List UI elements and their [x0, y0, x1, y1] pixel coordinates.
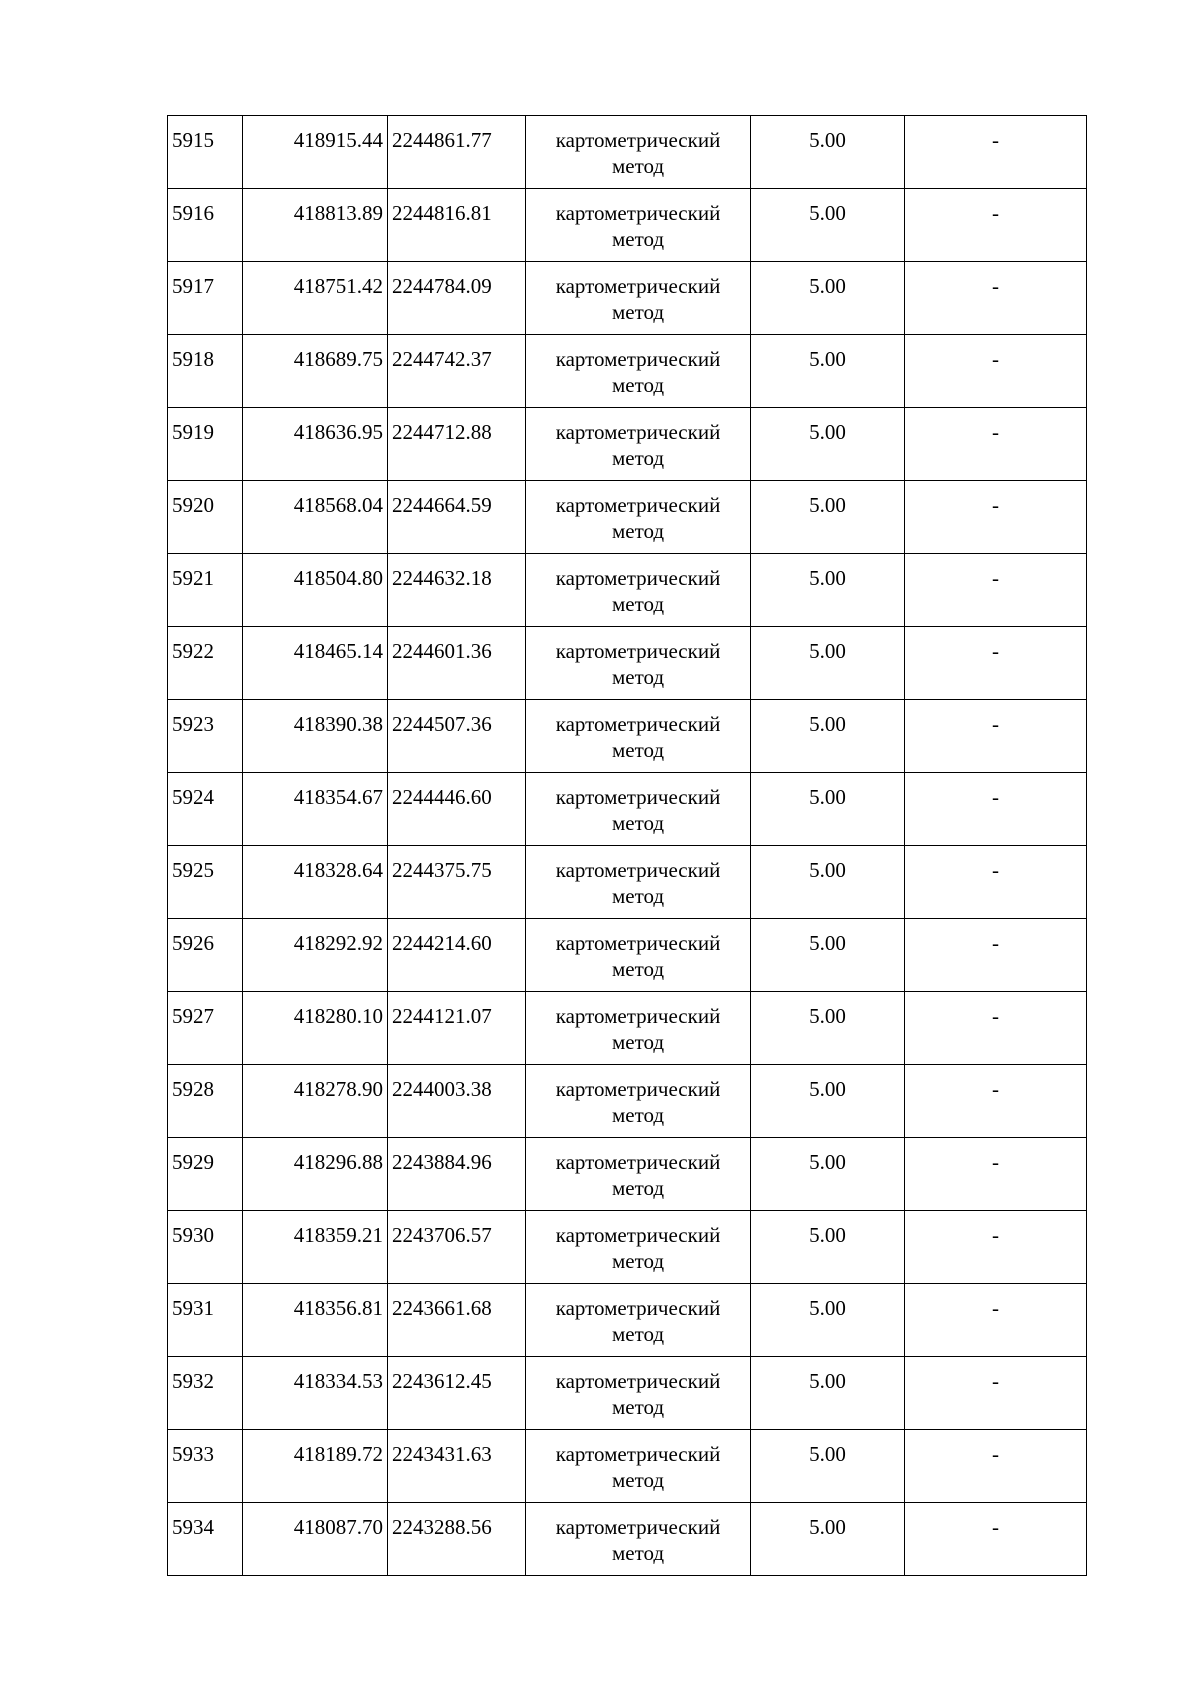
point-number-cell: 5922 [168, 627, 243, 700]
accuracy-cell: 5.00 [751, 262, 905, 335]
method-cell: картометрический метод [526, 1430, 751, 1503]
description-cell: - [905, 408, 1087, 481]
y-coordinate-cell: 2243431.63 [388, 1430, 526, 1503]
description-cell: - [905, 627, 1087, 700]
table-row [168, 919, 1087, 992]
y-coordinate-cell: 2244816.81 [388, 189, 526, 262]
y-coordinate-cell: 2244507.36 [388, 700, 526, 773]
accuracy-cell: 5.00 [751, 116, 905, 189]
accuracy-cell: 5.00 [751, 481, 905, 554]
point-number-cell: 5918 [168, 335, 243, 408]
x-coordinate-cell: 418636.95 [243, 408, 388, 481]
y-coordinate-cell: 2244742.37 [388, 335, 526, 408]
method-cell: картометрический метод [526, 554, 751, 627]
y-coordinate-cell: 2244375.75 [388, 846, 526, 919]
x-coordinate-cell: 418296.88 [243, 1138, 388, 1211]
table-row [168, 1430, 1087, 1503]
method-cell: картометрический метод [526, 1065, 751, 1138]
table-row [168, 1065, 1087, 1138]
x-coordinate-cell: 418751.42 [243, 262, 388, 335]
method-cell: картометрический метод [526, 1138, 751, 1211]
y-coordinate-cell: 2243706.57 [388, 1211, 526, 1284]
y-coordinate-cell: 2244214.60 [388, 919, 526, 992]
accuracy-cell: 5.00 [751, 919, 905, 992]
description-cell: - [905, 773, 1087, 846]
x-coordinate-cell: 418334.53 [243, 1357, 388, 1430]
table-row [168, 408, 1087, 481]
description-cell: - [905, 335, 1087, 408]
accuracy-cell: 5.00 [751, 408, 905, 481]
point-number-cell: 5926 [168, 919, 243, 992]
x-coordinate-cell: 418280.10 [243, 992, 388, 1065]
description-cell: - [905, 1138, 1087, 1211]
accuracy-cell: 5.00 [751, 189, 905, 262]
point-number-cell: 5924 [168, 773, 243, 846]
method-cell: картометрический метод [526, 700, 751, 773]
accuracy-cell: 5.00 [751, 1503, 905, 1576]
accuracy-cell: 5.00 [751, 554, 905, 627]
method-cell: картометрический метод [526, 335, 751, 408]
point-number-cell: 5933 [168, 1430, 243, 1503]
x-coordinate-cell: 418813.89 [243, 189, 388, 262]
coordinates-table [167, 115, 1087, 1576]
table-row [168, 992, 1087, 1065]
point-number-cell: 5930 [168, 1211, 243, 1284]
point-number-cell: 5928 [168, 1065, 243, 1138]
y-coordinate-cell: 2243884.96 [388, 1138, 526, 1211]
method-cell: картометрический метод [526, 773, 751, 846]
description-cell: - [905, 1357, 1087, 1430]
point-number-cell: 5920 [168, 481, 243, 554]
description-cell: - [905, 919, 1087, 992]
table-row [168, 1138, 1087, 1211]
y-coordinate-cell: 2244446.60 [388, 773, 526, 846]
y-coordinate-cell: 2244784.09 [388, 262, 526, 335]
description-cell: - [905, 1065, 1087, 1138]
point-number-cell: 5929 [168, 1138, 243, 1211]
accuracy-cell: 5.00 [751, 700, 905, 773]
x-coordinate-cell: 418359.21 [243, 1211, 388, 1284]
point-number-cell: 5916 [168, 189, 243, 262]
table-row [168, 627, 1087, 700]
x-coordinate-cell: 418328.64 [243, 846, 388, 919]
description-cell: - [905, 846, 1087, 919]
x-coordinate-cell: 418689.75 [243, 335, 388, 408]
x-coordinate-cell: 418915.44 [243, 116, 388, 189]
x-coordinate-cell: 418356.81 [243, 1284, 388, 1357]
table-row [168, 262, 1087, 335]
method-cell: картометрический метод [526, 1357, 751, 1430]
description-cell: - [905, 262, 1087, 335]
table-row [168, 700, 1087, 773]
point-number-cell: 5932 [168, 1357, 243, 1430]
accuracy-cell: 5.00 [751, 992, 905, 1065]
y-coordinate-cell: 2244601.36 [388, 627, 526, 700]
table-row [168, 846, 1087, 919]
table-row [168, 1284, 1087, 1357]
x-coordinate-cell: 418390.38 [243, 700, 388, 773]
method-cell: картометрический метод [526, 1284, 751, 1357]
point-number-cell: 5915 [168, 116, 243, 189]
y-coordinate-cell: 2244861.77 [388, 116, 526, 189]
y-coordinate-cell: 2244664.59 [388, 481, 526, 554]
point-number-cell: 5917 [168, 262, 243, 335]
accuracy-cell: 5.00 [751, 1430, 905, 1503]
table-row [168, 481, 1087, 554]
accuracy-cell: 5.00 [751, 1138, 905, 1211]
accuracy-cell: 5.00 [751, 846, 905, 919]
table-row [168, 116, 1087, 189]
description-cell: - [905, 700, 1087, 773]
method-cell: картометрический метод [526, 919, 751, 992]
description-cell: - [905, 1284, 1087, 1357]
point-number-cell: 5925 [168, 846, 243, 919]
x-coordinate-cell: 418189.72 [243, 1430, 388, 1503]
y-coordinate-cell: 2244121.07 [388, 992, 526, 1065]
method-cell: картометрический метод [526, 846, 751, 919]
table-row [168, 773, 1087, 846]
method-cell: картометрический метод [526, 1503, 751, 1576]
description-cell: - [905, 189, 1087, 262]
x-coordinate-cell: 418354.67 [243, 773, 388, 846]
description-cell: - [905, 116, 1087, 189]
accuracy-cell: 5.00 [751, 627, 905, 700]
point-number-cell: 5923 [168, 700, 243, 773]
accuracy-cell: 5.00 [751, 1357, 905, 1430]
point-number-cell: 5921 [168, 554, 243, 627]
accuracy-cell: 5.00 [751, 1211, 905, 1284]
description-cell: - [905, 992, 1087, 1065]
coordinates-table-body [168, 116, 1087, 1576]
method-cell: картометрический метод [526, 408, 751, 481]
method-cell: картометрический метод [526, 1211, 751, 1284]
accuracy-cell: 5.00 [751, 335, 905, 408]
point-number-cell: 5927 [168, 992, 243, 1065]
x-coordinate-cell: 418087.70 [243, 1503, 388, 1576]
x-coordinate-cell: 418504.80 [243, 554, 388, 627]
y-coordinate-cell: 2243661.68 [388, 1284, 526, 1357]
table-row [168, 1357, 1087, 1430]
y-coordinate-cell: 2243288.56 [388, 1503, 526, 1576]
point-number-cell: 5934 [168, 1503, 243, 1576]
y-coordinate-cell: 2244632.18 [388, 554, 526, 627]
method-cell: картометрический метод [526, 116, 751, 189]
accuracy-cell: 5.00 [751, 1065, 905, 1138]
description-cell: - [905, 481, 1087, 554]
method-cell: картометрический метод [526, 481, 751, 554]
x-coordinate-cell: 418292.92 [243, 919, 388, 992]
accuracy-cell: 5.00 [751, 1284, 905, 1357]
y-coordinate-cell: 2244712.88 [388, 408, 526, 481]
method-cell: картометрический метод [526, 262, 751, 335]
accuracy-cell: 5.00 [751, 773, 905, 846]
table-row [168, 189, 1087, 262]
description-cell: - [905, 1430, 1087, 1503]
table-row [168, 554, 1087, 627]
table-row [168, 1503, 1087, 1576]
method-cell: картометрический метод [526, 992, 751, 1065]
y-coordinate-cell: 2244003.38 [388, 1065, 526, 1138]
table-row [168, 335, 1087, 408]
x-coordinate-cell: 418568.04 [243, 481, 388, 554]
description-cell: - [905, 554, 1087, 627]
point-number-cell: 5919 [168, 408, 243, 481]
x-coordinate-cell: 418278.90 [243, 1065, 388, 1138]
y-coordinate-cell: 2243612.45 [388, 1357, 526, 1430]
x-coordinate-cell: 418465.14 [243, 627, 388, 700]
table-row [168, 1211, 1087, 1284]
method-cell: картометрический метод [526, 627, 751, 700]
method-cell: картометрический метод [526, 189, 751, 262]
description-cell: - [905, 1211, 1087, 1284]
description-cell: - [905, 1503, 1087, 1576]
point-number-cell: 5931 [168, 1284, 243, 1357]
